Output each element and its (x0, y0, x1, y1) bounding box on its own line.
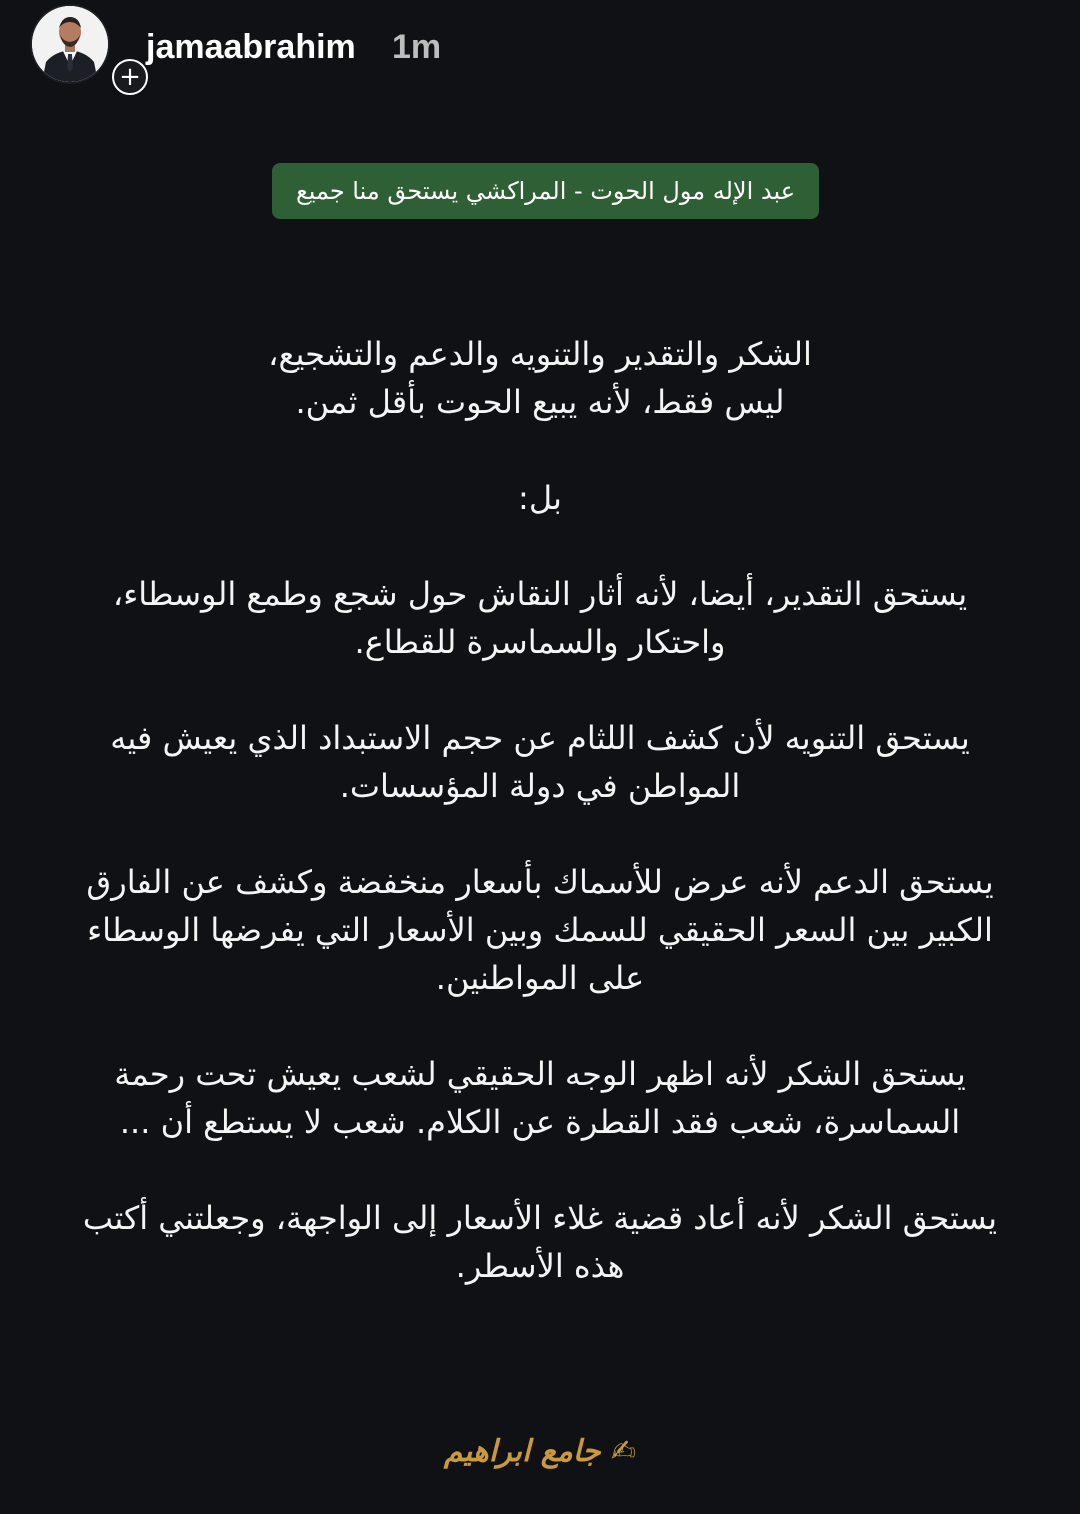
signature: ✍ جامع ابراهيم (443, 1434, 637, 1469)
username[interactable]: jamaabrahim (146, 28, 356, 66)
paragraph (60, 1050, 1020, 1146)
paragraph (60, 714, 1020, 810)
avatar-container[interactable] (32, 6, 141, 92)
text-line: هذه الأسطر. (455, 1247, 625, 1285)
text-line: ليس فقط، لأنه يبيع الحوت بأقل ثمن. (295, 383, 785, 421)
text-line: يستحق الشكر لأنه أعاد قضية غلاء الأسعار إلى الواجهة، وجعلتني أكتب (82, 1199, 998, 1237)
plus-icon[interactable]: + (112, 59, 148, 95)
text-line: يستحق التنويه لأن كشف اللثام عن حجم الاستبداد الذي يعيش فيه (110, 719, 970, 757)
text-line: على المواطنين. (435, 959, 645, 997)
avatar[interactable] (32, 6, 108, 82)
text-line: يستحق الدعم لأنه عرض للأسماك بأسعار منخفضة وكشف عن الفارق (86, 863, 994, 901)
text-line: بل: (518, 479, 562, 517)
text-line: المواطن في دولة المؤسسات. (339, 767, 741, 805)
title-pill: عبد الإله مول الحوت - المراكشي يستحق منا جميع (272, 163, 819, 219)
paragraph (60, 474, 1020, 522)
paragraph (60, 570, 1020, 666)
text-line: الكبير بين السعر الحقيقي للسمك وبين الأسعار التي يفرضها الوسطاء (87, 911, 993, 949)
text-line: يستحق الشكر لأنه اظهر الوجه الحقيقي لشعب يعيش تحت رحمة (114, 1055, 966, 1093)
text-line: واحتكار والسماسرة للقطاع. (354, 623, 726, 661)
profile-avatar-icon (32, 6, 108, 82)
paragraph (60, 1194, 1020, 1290)
paragraph (60, 858, 1020, 1002)
timestamp: 1m (392, 28, 442, 66)
text-line: يستحق التقدير، أيضا، لأنه أثار النقاش حول شجع وطمع الوسطاء، (112, 575, 968, 613)
story-text (60, 330, 1020, 1338)
story-header (32, 6, 442, 92)
text-line: السماسرة، شعب فقد القطرة عن الكلام. شعب لا يستطع أن ... (119, 1103, 961, 1141)
paragraph (60, 330, 1020, 426)
text-line: الشكر والتقدير والتنويه والدعم والتشجيع، (268, 335, 812, 373)
